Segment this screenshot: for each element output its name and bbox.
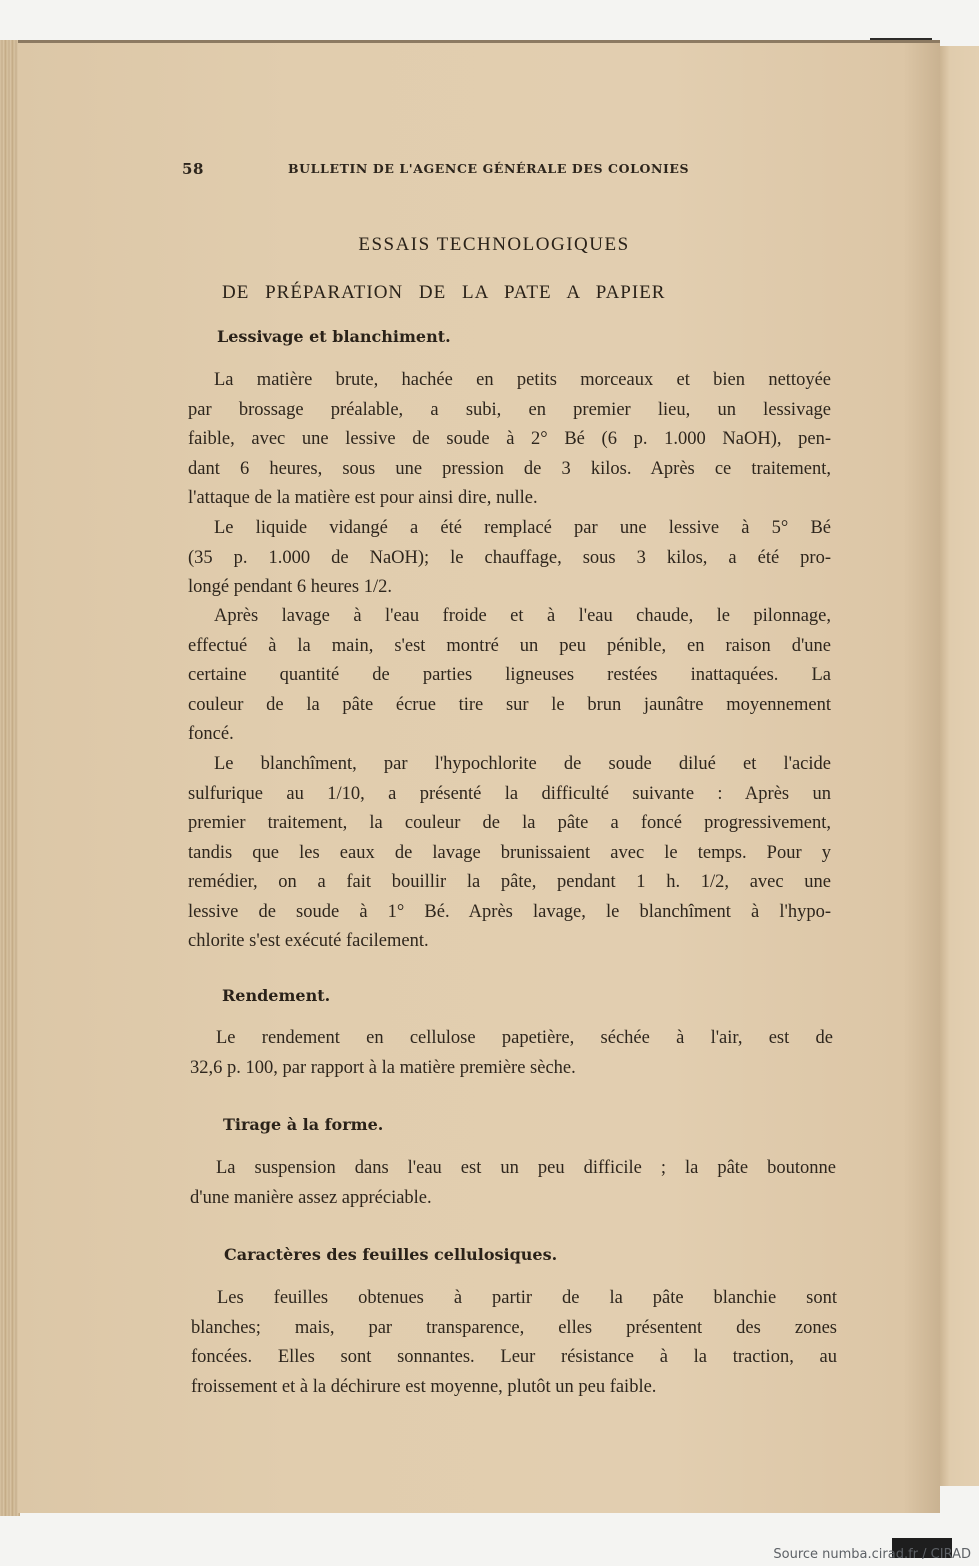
text-line: premier traitement, la couleur de la pâte a foncé progressivement, — [188, 813, 831, 833]
section-heading-caracteres: Caractères des feuilles cellulosiques. — [224, 1245, 558, 1264]
text-line: froissement et à la déchirure est moyenne, plutôt un peu faible. — [191, 1376, 657, 1397]
article-title-line1: ESSAIS TECHNOLOGIQUES — [358, 234, 630, 255]
text-line: foncées. Elles sont sonnantes. Leur résistance à la traction, au — [191, 1347, 837, 1367]
text-line: certaine quantité de parties ligneuses restées inattaquées. La — [188, 665, 831, 685]
text-line: (35 p. 1.000 de NaOH); le chauffage, sous 3 kilos, a été pro- — [188, 547, 831, 568]
journal-title: BULLETIN DE L'AGENCE GÉNÉRALE DES COLONIES — [288, 161, 690, 176]
text-line: blanches; mais, par transparence, elles présentent des zones — [191, 1317, 837, 1338]
text-line: Les feuilles obtenues à partir de la pâte blanchie sont — [217, 1288, 837, 1308]
text-line: Le liquide vidangé a été remplacé par une lessive à 5° Bé — [214, 518, 831, 538]
text-line: La matière brute, hachée en petits morceaux et bien nettoyée — [214, 370, 831, 390]
text-line: remédier, on a fait bouillir la pâte, pendant 1 h. 1/2, avec une — [188, 872, 831, 892]
text-line: couleur de la pâte écrue tire sur le brun jaunâtre moyennement — [188, 694, 831, 715]
text-line: faible, avec une lessive de soude à 2° Bé (6 p. 1.000 NaOH), pen- — [188, 429, 831, 449]
page-number: 58 — [182, 160, 205, 178]
text-line: Après lavage à l'eau froide et à l'eau chaude, le pilonnage, — [214, 606, 831, 626]
text-line: chlorite s'est exécuté facilement. — [188, 931, 429, 951]
paragraph — [190, 1024, 833, 1083]
paragraph — [188, 602, 831, 750]
facing-page-edge — [936, 46, 979, 1486]
text-line: 32,6 p. 100, par rapport à la matière première sèche. — [190, 1057, 576, 1078]
text-line: longé pendant 6 heures 1/2. — [188, 577, 392, 597]
text-line: dant 6 heures, sous une pression de 3 kilos. Après ce traitement, — [188, 458, 831, 479]
paragraph — [188, 366, 831, 514]
article-title-line2: DE PRÉPARATION DE LA PATE A PAPIER — [222, 282, 666, 303]
text-line: tandis que les eaux de lavage brunissaient avec le temps. Pour y — [188, 842, 831, 863]
text-line: d'une manière assez appréciable. — [190, 1187, 432, 1208]
page-edges — [0, 40, 20, 1516]
section-heading-rendement: Rendement. — [222, 986, 331, 1005]
paragraph — [188, 514, 831, 603]
text-line: l'attaque de la matière est pour ainsi dire, nulle. — [188, 488, 538, 508]
text-line: Le rendement en cellulose papetière, séchée à l'air, est de — [216, 1028, 833, 1048]
paragraph — [191, 1284, 837, 1402]
section-heading-lessivage: Lessivage et blanchiment. — [217, 327, 451, 346]
text-line: La suspension dans l'eau est un peu difficile ; la pâte boutonne — [216, 1158, 836, 1178]
text-line: par brossage préalable, a subi, en premier lieu, un lessivage — [188, 399, 831, 420]
text-line: sulfurique au 1/10, a présenté la difficulté suivante : Après un — [188, 783, 831, 804]
source-credit: Source numba.cirad.fr / CIRAD — [773, 1547, 971, 1562]
section-heading-tirage: Tirage à la forme. — [223, 1115, 384, 1134]
text-line: Le blanchîment, par l'hypochlorite de soude dilué et l'acide — [214, 754, 831, 774]
paragraph — [190, 1154, 836, 1213]
text-line: lessive de soude à 1° Bé. Après lavage, le blanchîment à l'hypo- — [188, 901, 831, 922]
paragraph — [188, 750, 831, 957]
text-line: foncé. — [188, 724, 234, 744]
text-line: effectué à la main, s'est montré un peu pénible, en raison d'une — [188, 635, 831, 656]
